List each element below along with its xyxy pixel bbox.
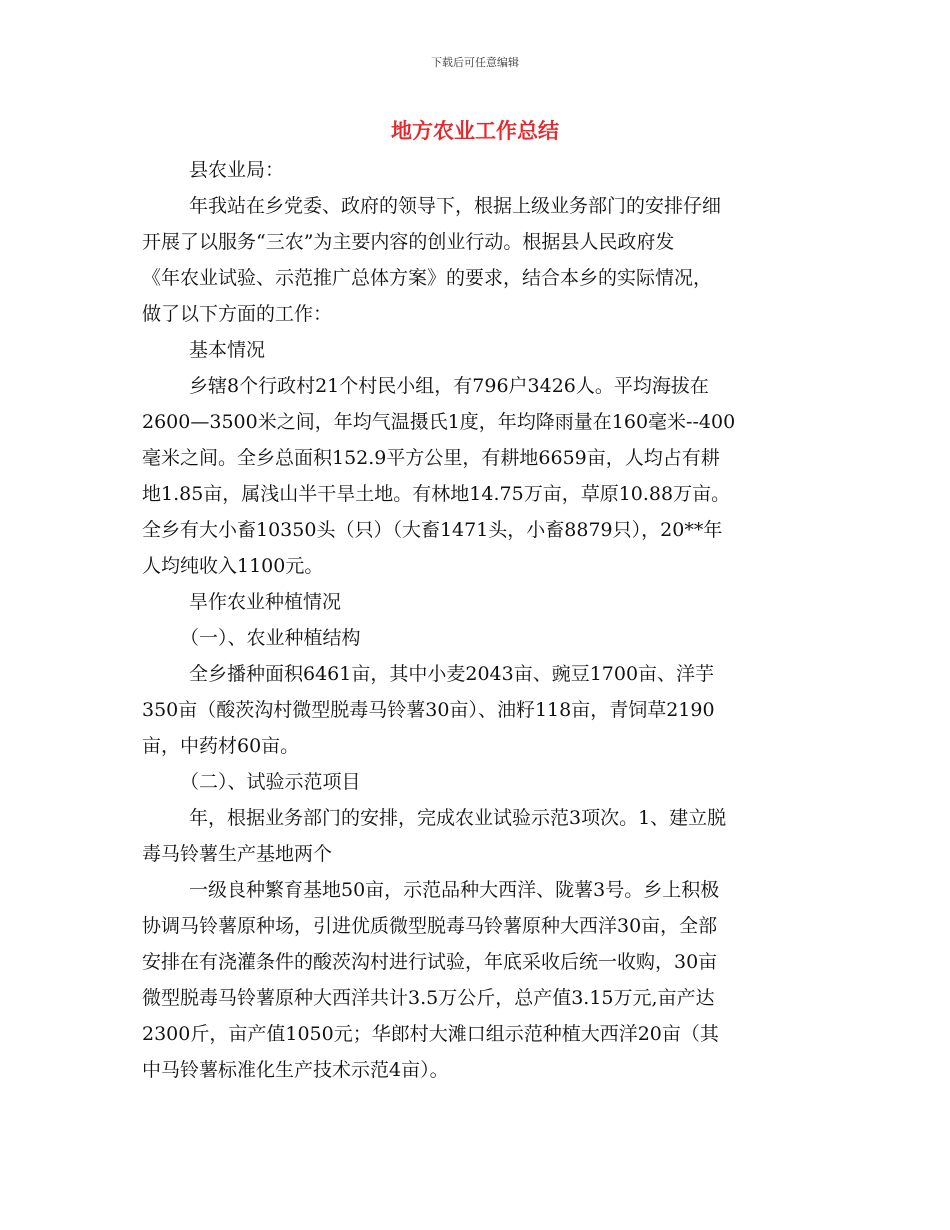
salutation-line: 县农业局： [189,159,285,181]
paragraph-line: 协调马铃薯原种场，引进优质微型脱毒马铃薯原种大西洋30亩，全部 [142,915,718,937]
paragraph-line: 一级良种繁育基地50亩，示范品种大西洋、陇薯3号。乡上积极 [189,879,720,901]
paragraph-line: 微型脱毒马铃薯原种大西洋共计3.5万公斤，总产值3.15万元,亩产达 [142,987,715,1009]
paragraph-line: 全乡播种面积6461亩，其中小麦2043亩、豌豆1700亩、洋芋 [189,663,715,685]
paragraph-line: 做了以下方面的工作： [142,303,333,325]
paragraph-line: 年，根据业务部门的安排，完成农业试验示范3项次。1、建立脱 [189,807,727,829]
paragraph-line: 350亩（酸茨沟村微型脱毒马铃薯30亩）、油籽118亩，青饲草2190 [142,699,715,721]
subsection-heading: （二）、试验示范项目 [180,771,361,793]
document-body [142,152,822,1088]
paragraph-line: 安排在有浇灌条件的酸茨沟村进行试验，年底采收后统一收购，30亩 [142,951,718,973]
paragraph-line: 地1.85亩，属浅山半干旱土地。有林地14.75万亩，草原10.88万亩。 [142,483,731,505]
paragraph-line: 亩，中药材60亩。 [142,735,300,757]
document-title: 地方农业工作总结 [391,119,559,143]
paragraph-line: 人均纯收入1100元。 [142,555,324,577]
paragraph-line: 全乡有大小畜10350头（只）（大畜1471头，小畜8879只），20**年 [142,519,723,541]
section-heading: 基本情况 [189,339,266,361]
paragraph-line: 中马铃薯标准化生产技术示范4亩）。 [142,1059,449,1081]
paragraph-line: 乡辖8个行政村21个村民小组，有796户3426人。平均海拔在 [189,375,709,397]
section-heading: 旱作农业种植情况 [189,591,342,613]
paragraph-line: 《年农业试验、示范推广总体方案》的要求，结合本乡的实际情况， [142,267,713,289]
paragraph-line: 毫米之间。全乡总面积152.9平方公里，有耕地6659亩，人均占有耕 [142,447,720,469]
paragraph-line: 年我站在乡党委、政府的领导下，根据上级业务部门的安排仔细 [189,195,722,217]
paragraph-line: 2300斤，亩产值1050元；华郎村大滩口组示范种植大西洋20亩（其 [142,1023,719,1045]
paragraph-line: 2600—3500米之间，年均气温摄氏1度，年均降雨量在160毫米--400 [142,411,736,433]
subsection-heading: （一）、农业种植结构 [180,627,361,649]
paragraph-line: 开展了以服务“三农”为主要内容的创业行动。根据县人民政府发 [142,231,675,253]
page-header-note: 下载后可任意编辑 [431,56,519,69]
paragraph-line: 毒马铃薯生产基地两个 [142,843,333,865]
